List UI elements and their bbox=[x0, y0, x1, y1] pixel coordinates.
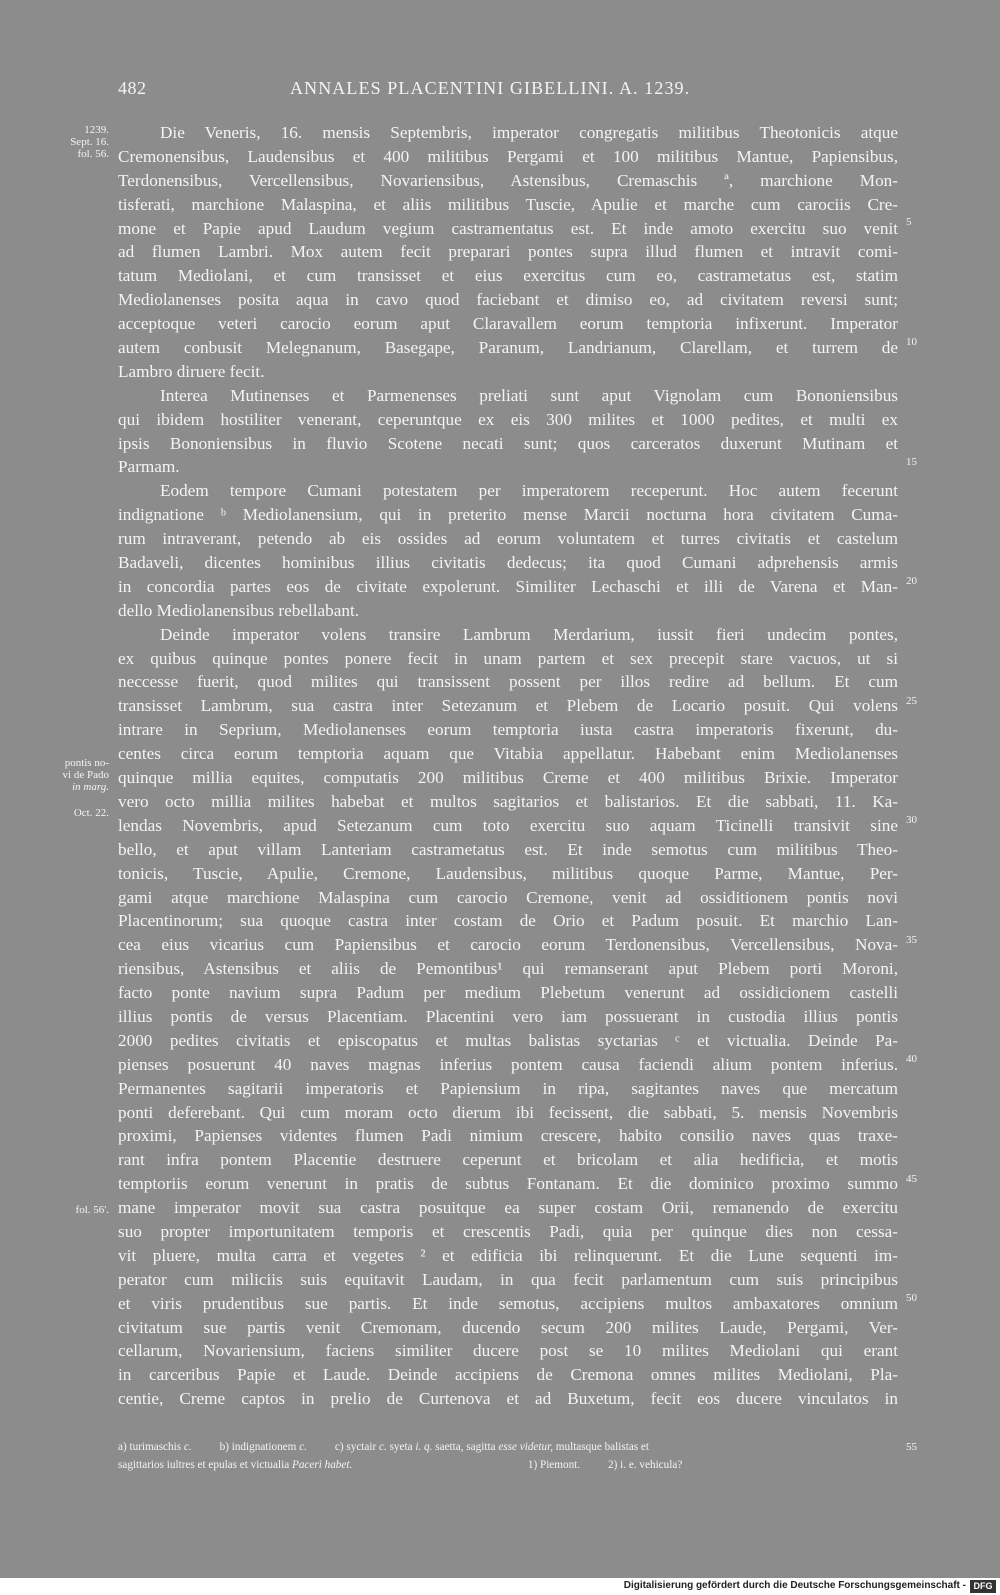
running-title: ANNALES PLACENTINI GIBELLINI. A. 1239. bbox=[290, 78, 691, 98]
line-number: 40 bbox=[906, 1053, 917, 1065]
footnote-line bbox=[118, 1456, 908, 1474]
text-line: Cremonensibus, Laudensibus et 400 militibus Pergami et 100 militibus Mantue, Papiensibus, bbox=[118, 146, 898, 166]
text-line: vit pluere, multa carra et vegetes ² et edificia ibi relinquerunt. Et die Lune sequenti im- bbox=[118, 1245, 898, 1265]
digitization-footer bbox=[0, 1578, 1000, 1595]
footnote-c: c) syctair bbox=[334, 1441, 377, 1453]
text-line: Eodem tempore Cumani potestatem per imperatorem receperunt. Hoc autem fecerunt bbox=[160, 481, 898, 501]
text-line: centes circa eorum temptoria aquam que Vitabia appellatur. Habebant enim Mediolanenses bbox=[118, 744, 898, 764]
text-line: qui ibidem hostiliter venerant, ceperuntque ex eis 300 milites et 1000 pedites, et multi ex bbox=[118, 409, 898, 429]
text-line: Parmam. bbox=[118, 457, 180, 477]
text-line: Badaveli, dicentes hominibus illius civitatis dedecus; ita quod Cumani adprehensis armis bbox=[118, 553, 898, 573]
page-header bbox=[0, 78, 1000, 104]
footnote-c-italic1: i. q. bbox=[415, 1441, 433, 1453]
text-line: Lambro diruere fecit. bbox=[118, 361, 265, 381]
text-line: riensibus, Astensibus et aliis de Pemontibus¹ qui remanserant aput Plebem porti Moroni, bbox=[118, 959, 898, 979]
text-line: tisferati, marchione Malaspina, et aliis militibus Tuscie, Apulie et marche cum carociis Cre- bbox=[118, 194, 898, 214]
text-line: rum intraverant, petendo ab eis ossides ad eorum voluntatem et turres civitatis et castelum bbox=[118, 529, 898, 549]
footnote-c-source: Pacerì habet. bbox=[291, 1459, 353, 1471]
text-line: pienses posuerunt 40 naves magnas inferius pontem causa faciendi alium pontem inferius. bbox=[118, 1054, 898, 1074]
page-number: 482 bbox=[118, 78, 147, 98]
margin-note-oct: Oct. 22. bbox=[73, 807, 109, 819]
margin-note-folio-verso: fol. 56'. bbox=[75, 1204, 109, 1216]
margin-pontis-2: vi de Pado bbox=[62, 769, 109, 781]
text-line: acceptoque veteri carocio eorum aput Claravallem eorum temptoria infixerunt. Imperator bbox=[118, 314, 898, 334]
text-line: Die Veneris, 16. mensis Septembris, imperator congregatis militibus Theotonicis atque bbox=[160, 123, 898, 142]
text-line: civitatum sue partis venit Cremonam, ducendo secum 200 milites Laude, Pergami, Ver- bbox=[118, 1317, 898, 1337]
text-line: tonicis, Tuscie, Apulie, Cremone, Laudensibus, militibus quoque Parme, Mantue, Per- bbox=[118, 863, 898, 883]
text-line: indignatione ᵇ Mediolanensium, qui in preterito mense Marcii nocturna hora civitatem Cuma- bbox=[118, 505, 898, 525]
line-number: 20 bbox=[906, 575, 917, 587]
text-line: in carceribus Papie et Laude. Deinde accipiens de Cremona omnes milites Mediolani, Pla- bbox=[118, 1365, 898, 1385]
text-line: illius pontis de versus Placentiam. Placentini vero iam possuerant in custodia illius pontis bbox=[118, 1006, 898, 1026]
line-number: 5 bbox=[906, 216, 912, 228]
text-line: cellarum, Novariensium, faciens similiter ducere post se 10 milites Mediolani qui erant bbox=[118, 1341, 898, 1361]
text-line: ad flumen Lambri. Mox autem fecit preparari pontes supra illud flumen et intravit comi- bbox=[118, 242, 898, 262]
dfg-logo: DFG bbox=[970, 1580, 996, 1593]
line-number: 55 bbox=[906, 1441, 917, 1453]
text-line: dello Mediolanensibus rebellabant. bbox=[118, 600, 360, 620]
margin-note-pontis bbox=[53, 757, 109, 793]
line-number: 30 bbox=[906, 814, 917, 826]
text-line: intrare in Seprium, Mediolanenses eorum temptoria iusta castra imperatoris fixerunt, du- bbox=[118, 720, 898, 740]
text-line: in concordia partes eos de civitate expolerunt. Similiter Lechaschi et illi de Varena et Man- bbox=[118, 576, 898, 596]
text-line: mone et Papie apud Laudum vegium castramentatus est. Et inde amoto exercitu suo venit bbox=[118, 218, 898, 238]
line-number: 25 bbox=[906, 695, 917, 707]
footnote-c-cont: sagittarios iultres et epulas et victualia bbox=[118, 1459, 290, 1471]
line-number: 35 bbox=[906, 934, 917, 946]
footnote-1: 1) Piemont. bbox=[527, 1459, 581, 1471]
line-number: 50 bbox=[906, 1292, 917, 1304]
footnote-c-text3: multasque balistas et bbox=[555, 1441, 650, 1453]
line-number: 45 bbox=[906, 1173, 917, 1185]
text-line: ipsis Bononiensibus in fluvio Scotene necati sunt; quos carceratos duxerunt Mutinam et bbox=[118, 433, 898, 453]
footnotes bbox=[118, 1438, 908, 1474]
text-line: rant infra pontem Placentie destruere ceperunt et bricolam et alia hedificia, et motis bbox=[118, 1150, 898, 1170]
footnote-line bbox=[118, 1438, 908, 1456]
footnote-c-siglum: c. bbox=[379, 1441, 387, 1453]
text-line: neccesse fuerit, quod milites qui transissent possent per illos redire ad bellum. Et cum bbox=[118, 672, 898, 692]
footnote-2: 2) i. e. vehicula? bbox=[608, 1459, 683, 1471]
text-line: et viris prudentibus sue partis. Et inde semotus, accipiens multos ambaxatores omnium bbox=[118, 1293, 898, 1313]
text-line: gami atque marchione Malaspina cum carocio Cremone, venit ad ossiditionem pontis novi bbox=[118, 887, 898, 907]
margin-pontis-1: pontis no- bbox=[64, 757, 109, 769]
text-line: mane imperator movit sua castra posuitque ea super costam Orii, remanendo de exercitu bbox=[118, 1198, 898, 1218]
footnote-c-text1: syeta bbox=[389, 1441, 413, 1453]
line-number: 15 bbox=[906, 456, 917, 468]
text-line: ponti deferebant. Qui cum moram octo dierum ibi fecissent, die sabbati, 5. mensis Novembris bbox=[118, 1102, 898, 1122]
text-line: Permanentes sagitarii imperatoris et Papiensium in ripa, sagitantes naves que mercatum bbox=[118, 1078, 898, 1098]
text-line: suo propter importunitatem temporis et crescentis Padi, quia per quinque dies non cessa- bbox=[118, 1221, 898, 1241]
text-line: Deinde imperator volens transire Lambrum Merdarium, iussit fieri undecim pontes, bbox=[160, 624, 898, 644]
text-line: ex quibus quinque pontes ponere fecit in unam partem et sex precepit stare vacuos, ut si bbox=[118, 648, 898, 668]
footnote-b: b) indignationem bbox=[219, 1441, 297, 1453]
text-line: centie, Creme captos in prelio de Curtenova et ad Buxetum, fecit eos ducere vinculatos in bbox=[118, 1389, 898, 1409]
margin-folio: fol. 56. bbox=[77, 148, 109, 160]
text-line: autem conbusit Melegnanum, Basegape, Paranum, Landrianum, Clarellam, et turrem de bbox=[118, 338, 898, 358]
text-line: Interea Mutinenses et Parmenenses preliati sunt aput Vignolam cum Bononiensibus bbox=[160, 385, 898, 405]
body-text bbox=[118, 121, 898, 1411]
margin-date-day: Sept. 16. bbox=[70, 136, 109, 148]
text-line: vero octo millia milites habebat et multos sagitarios et balistarios. Et die sabbati, 11. Ka- bbox=[118, 791, 898, 811]
text-line: temptoriis eorum venerunt in pratis de subtus Fontanam. Et die dominico proximo summo bbox=[118, 1174, 898, 1194]
margin-note-date bbox=[53, 124, 109, 160]
text-line: 2000 pedites civitatis et episcopatus et multas balistas syctarias ᶜ et victualia. Deinde Pa- bbox=[118, 1030, 898, 1050]
text-line: transisset Lambrum, sua castra inter Setezanum et Plebem de Locario posuit. Qui volens bbox=[118, 696, 898, 716]
margin-pontis-3: in marg. bbox=[72, 781, 109, 793]
funding-credit: Digitalisierung gefördert durch die Deutsche Forschungsgemeinschaft - bbox=[623, 1580, 966, 1591]
text-line: bello, et aput villam Lanteriam castrametatus est. Et inde semotus cum militibus Theo- bbox=[118, 839, 898, 859]
footnote-a: a) turimaschis bbox=[118, 1441, 182, 1453]
footnote-c-text2: saetta, sagitta bbox=[435, 1441, 496, 1453]
line-number: 10 bbox=[906, 336, 917, 348]
text-line: facto ponte navium supra Padum per medium Plebetum venerunt ad ossidicionem castelli bbox=[118, 983, 898, 1003]
text-line: perator cum miliciis suis equitavit Laudam, in qua fecit parlamentum cum suis principibus bbox=[118, 1269, 898, 1289]
text-line: Mediolanenses posita aqua in cavo quod faciebant et dimiso eo, ad civitatem reversi sunt; bbox=[118, 290, 898, 310]
text-line: Terdonensibus, Vercellensibus, Novariensibus, Astensibus, Cremaschis ª, marchione Mon- bbox=[118, 170, 898, 190]
margin-date-year: 1239. bbox=[84, 124, 109, 136]
text-line: lendas Novembris, apud Setezanum cum toto exercitu suo aquam Ticinelli transivit sine bbox=[118, 815, 898, 835]
footnote-c-italic2: esse videtur, bbox=[498, 1441, 553, 1453]
text-line: cea eius vicarius cum Papiensibus et carocio eorum Terdonensibus, Vercellensibus, Nova- bbox=[118, 935, 898, 955]
text-line: quinque millia equites, computatis 200 militibus Creme et 400 militibus Brixie. Imperator bbox=[118, 768, 898, 788]
footnote-b-siglum: c. bbox=[299, 1441, 307, 1453]
text-line: proximi, Papienses videntes flumen Padi nimium crescere, habito consilio naves quas traxe- bbox=[118, 1126, 898, 1146]
text-line: Placentinorum; sua quoque castra inter costam de Orio et Padum posuit. Et marchio Lan- bbox=[118, 911, 898, 931]
footnote-a-siglum: c. bbox=[183, 1441, 192, 1453]
text-line: tatum Mediolani, et cum transisset et eius exercitus cum eo, castrametatus est, statim bbox=[118, 266, 898, 286]
